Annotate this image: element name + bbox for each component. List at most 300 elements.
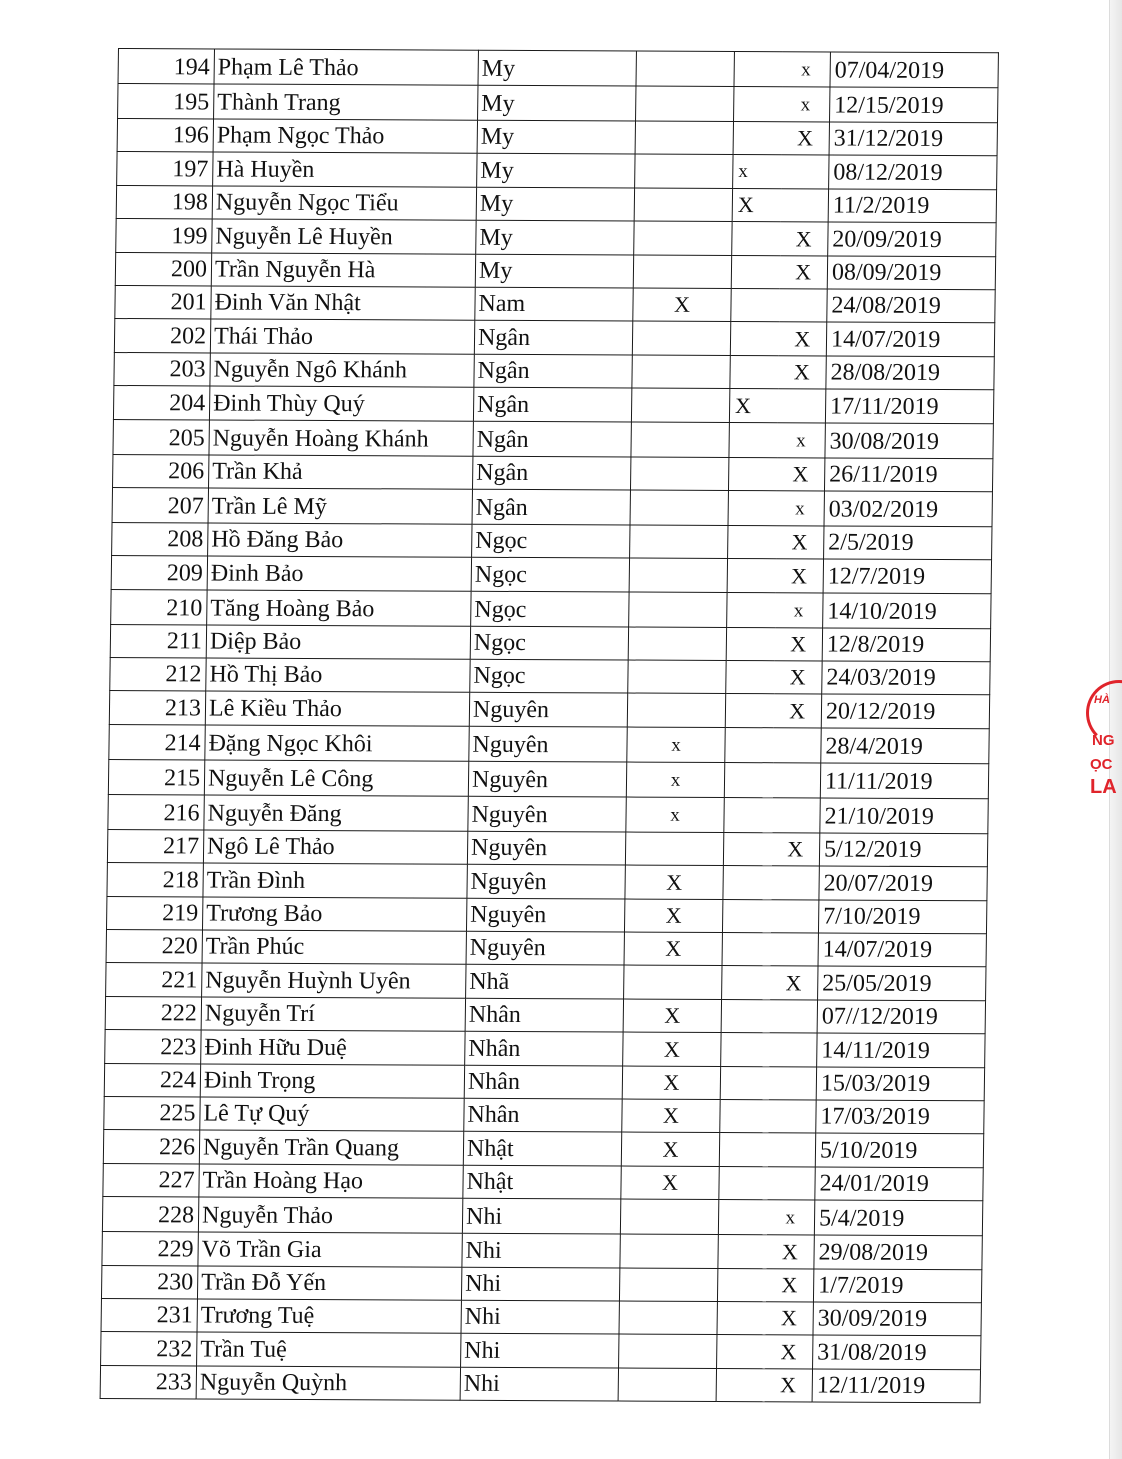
mark-col-1-cell [628,660,726,694]
table-row [105,1030,985,1068]
class-name-cell [465,998,623,1032]
mark-col-2-cell [724,797,772,832]
row-number: 215 [163,765,201,792]
class-name: Nhân [467,1068,521,1096]
row-number-cell [114,319,210,353]
mark-col-1-cell [630,457,728,491]
mark-col-2-cell [727,559,775,593]
student-name-cell [204,760,468,796]
table-row [108,794,988,833]
mark-col-2-cell [728,525,776,559]
mark-col-3-cell [770,966,818,1000]
mark-col-2-cell [722,899,770,933]
student-name: Phạm Ngọc Thảo [216,122,385,150]
mark-col-1-cell [621,1132,719,1166]
birth-date-cell [824,491,992,527]
student-name: Trương Tuệ [200,1302,315,1330]
birth-date-cell [814,1235,982,1269]
mark-col-3: x [801,59,811,81]
mark-col-3: x [795,498,805,520]
student-name-cell [202,963,466,998]
mark-col-2-cell [719,1166,767,1200]
mark-col-3: x [796,429,806,451]
birth-date: 12/15/2019 [834,92,944,120]
student-name-cell [208,523,472,558]
mark-col-3-cell [766,1235,814,1269]
birth-date: 14/07/2019 [830,326,941,353]
birth-date: 5/10/2019 [819,1137,918,1164]
mark-col-1: x [670,804,680,826]
student-name-cell [201,1030,465,1065]
student-name-cell [209,386,473,421]
class-name-cell [476,187,634,221]
mark-col-3-cell [782,87,830,122]
student-name: Nguyễn Lê Công [207,765,374,793]
birth-date: 07//12/2019 [821,1003,939,1031]
row-number: 194 [173,54,210,81]
birth-date-cell [821,728,989,764]
mark-col-3-cell [782,52,830,87]
mark-col-1-cell [629,592,727,627]
class-name: Nam [478,291,526,318]
mark-col-1: X [666,869,683,895]
student-name: Nguyễn Trí [204,1000,316,1028]
student-name-cell [212,186,476,221]
row-number: 218 [162,866,199,894]
class-name: Ngọc [474,561,527,588]
mark-col-1-cell [628,627,726,661]
student-name-cell [198,1197,462,1233]
birth-date: 20/09/2019 [832,226,942,253]
class-name: Nhi [465,1203,503,1231]
row-number-cell [104,1063,200,1097]
class-name: My [481,55,516,82]
class-name-cell [464,1065,622,1099]
row-number-cell [100,1365,196,1399]
row-number-cell [101,1332,197,1366]
student-name-cell [202,930,466,965]
row-number-cell [106,963,202,997]
birth-date-cell [829,155,997,189]
row-number-cell [101,1265,197,1299]
student-name-cell [206,658,470,693]
class-name: Nguyên [472,731,549,759]
mark-col-3-cell [768,1066,816,1100]
row-number: 220 [161,933,198,960]
birth-date: 21/10/2019 [824,803,935,830]
mark-col-2-cell [731,255,779,289]
class-name: Nhi [465,1270,502,1297]
mark-col-1-cell [631,388,729,422]
row-number-cell [103,1130,199,1164]
birth-date: 28/08/2019 [830,359,941,387]
student-name-cell [197,1299,461,1334]
student-name: Trần Phúc [205,933,305,961]
class-name-cell [467,831,625,865]
student-name: Trần Tuệ [200,1336,287,1363]
student-name: Nguyễn Quỳnh [199,1369,348,1397]
birth-date-cell [825,389,993,423]
class-name: Ngân [476,459,529,486]
mark-col-3-cell [767,1133,815,1167]
table-row [111,556,991,594]
mark-col-3-cell [778,322,826,356]
mark-col-3: X [794,326,811,352]
row-number: 224 [159,1067,197,1094]
class-name: My [481,90,515,117]
student-name: Trương Bảo [206,900,323,928]
mark-col-2-cell [719,1133,767,1167]
row-number-cell [118,84,214,119]
birth-date: 28/4/2019 [825,733,924,760]
mark-col-1-cell [633,255,731,289]
mark-col-2-cell [725,727,773,762]
row-number: 204 [168,389,206,416]
birth-date: 08/09/2019 [831,259,942,286]
mark-col-1-cell [632,321,730,355]
stamp-top-text: HÀ [1094,694,1110,706]
birth-date-cell [823,593,991,629]
row-number: 228 [157,1202,195,1229]
row-number-cell [117,119,213,153]
class-name: Nguyên [469,935,546,962]
student-name-cell [205,691,469,726]
mark-col-3-cell [772,763,820,798]
mark-col-2-cell [721,1033,769,1067]
row-number: 216 [163,800,200,827]
class-name-cell [472,489,630,525]
birth-date: 29/08/2019 [818,1239,929,1266]
row-number: 202 [169,323,207,350]
birth-date-cell [823,559,991,593]
student-name: Đinh Văn Nhật [214,289,361,317]
row-number-cell [108,759,204,794]
mark-col-3-cell [781,155,829,189]
birth-date: 24/08/2019 [831,292,942,320]
birth-date-cell [815,1167,983,1201]
birth-date: 07/04/2019 [834,57,945,85]
class-name: Nhã [469,968,510,995]
student-name: Trần Đình [206,867,306,894]
row-number-cell [110,658,206,692]
mark-col-3: X [787,836,804,862]
student-name: Lê Tự Quý [203,1100,310,1128]
mark-col-3-cell [774,661,822,695]
student-list-sheet [100,48,998,1403]
mark-col-1-cell [634,188,732,222]
student-name-cell [197,1332,461,1367]
mark-col-3-cell [766,1200,814,1235]
birth-date: 12/11/2019 [816,1372,926,1400]
row-number: 197 [172,156,209,183]
mark-col-3-cell [765,1302,813,1336]
student-name: Nguyễn Huỳnh Uyên [205,967,411,995]
mark-col-2-cell [732,222,780,256]
table-row [101,1265,981,1303]
mark-col-3-cell [771,833,819,867]
mark-col-2-cell [730,355,778,389]
mark-col-2-cell [727,592,775,627]
birth-date: 15/03/2019 [820,1070,931,1098]
row-number-cell [114,352,210,386]
row-number: 232 [156,1335,193,1363]
row-number-cell [113,454,209,488]
mark-col-1-cell [623,1032,721,1066]
mark-col-3-cell [773,694,821,728]
table-row [115,252,995,290]
student-name-cell [209,419,473,455]
birth-date-cell [816,1067,984,1101]
class-name: Nguyên [471,766,549,794]
birth-date-cell [827,289,995,323]
class-name-cell [475,254,633,288]
mark-col-3-cell [777,389,825,423]
class-name: Nhi [464,1304,501,1331]
student-name-cell [201,997,465,1032]
class-name: Nhi [465,1237,502,1264]
mark-col-1: X [663,1036,680,1062]
row-number: 209 [166,559,204,587]
table-row [117,119,997,157]
mark-col-2-cell [718,1200,766,1235]
class-name-cell [468,761,626,797]
student-table [100,48,999,1403]
birth-date-cell [822,661,990,695]
birth-date-cell [813,1302,981,1336]
student-name: Tăng Hoàng Bảo [210,595,375,622]
class-name-cell [468,796,626,832]
mark-col-2-cell [722,933,770,967]
mark-col-2-cell [726,627,774,661]
birth-date: 11/2/2019 [832,192,930,220]
class-name: Nhật [466,1135,514,1162]
birth-date: 30/08/2019 [829,428,940,455]
red-seal-stamp [1082,680,1122,860]
class-name-cell [475,287,633,321]
mark-col-2-cell [734,52,782,87]
class-name-cell [463,1165,621,1199]
row-number-cell [105,1030,201,1064]
table-row [117,152,997,190]
mark-col-3: x [800,94,811,116]
mark-col-2-cell [726,661,774,695]
class-name-cell [477,120,635,154]
birth-date-cell [820,763,988,799]
mark-col-2-cell [725,694,773,728]
student-name: Ngô Lê Thảo [206,833,335,861]
table-row [106,930,986,968]
row-number-cell [110,624,206,658]
class-name: Ngọc [473,663,526,690]
student-name: Nguyễn Đăng [207,800,342,827]
mark-col-1-cell [632,355,730,389]
table-body [100,49,998,1403]
class-name-cell [461,1334,619,1368]
row-number: 210 [166,594,203,622]
table-row [109,691,989,729]
student-name-cell [208,488,472,524]
class-name-cell [465,1031,623,1065]
mark-col-1: X [673,292,691,318]
table-row [118,49,998,88]
class-name: My [480,124,515,151]
class-name-cell [466,931,624,965]
row-number: 198 [171,189,209,216]
birth-date: 2/5/2019 [828,529,914,557]
class-name: My [478,257,513,284]
class-name: Nguyên [471,801,548,829]
mark-col-1: X [665,902,682,928]
mark-col-1-cell [631,422,729,457]
mark-col-2-cell [724,762,772,797]
birth-date-cell [820,798,988,834]
mark-col-3: X [795,225,812,251]
student-name: Trần Khả [212,458,303,485]
row-number-cell [108,794,204,829]
student-name-cell [207,556,471,591]
mark-col-2-cell [717,1301,765,1335]
birth-date: 5/12/2019 [823,836,922,864]
mark-col-3: X [785,970,802,996]
birth-date-cell [817,1000,985,1034]
mark-col-3: X [781,1272,798,1298]
mark-col-1-cell [625,865,723,899]
student-name-cell [205,725,469,761]
mark-col-2: X [737,192,754,218]
student-name: Trần Hoàng Hạo [202,1167,364,1195]
mark-col-3-cell [764,1368,812,1402]
mark-col-1-cell [624,899,722,933]
row-number: 219 [162,900,199,927]
class-name: Nguyên [472,696,550,724]
row-number: 222 [160,1000,198,1027]
birth-date-cell [818,933,986,967]
mark-col-3-cell [774,627,822,661]
class-name-cell [467,865,625,899]
birth-date-cell [824,526,992,560]
row-number-cell [111,556,207,590]
mark-col-1-cell [634,221,732,255]
table-row [113,454,993,492]
class-name-cell [474,354,632,388]
class-name: Nhi [464,1337,501,1364]
row-number-cell [117,152,213,186]
birth-date: 7/10/2019 [823,903,921,931]
mark-col-3-cell [769,1033,817,1067]
table-row [114,352,994,390]
mark-col-1-cell [618,1368,716,1402]
birth-date: 14/07/2019 [822,936,933,964]
table-row [107,863,987,901]
table-row [104,1096,984,1134]
table-row [102,1197,982,1236]
mark-col-1-cell [619,1268,717,1302]
student-name-cell [213,152,477,187]
row-number: 207 [167,493,204,520]
birth-date: 20/07/2019 [823,870,934,897]
class-name-cell [478,85,636,121]
student-name: Nguyễn Trần Quang [202,1134,400,1162]
table-row [101,1298,981,1336]
mark-col-2: X [734,392,752,418]
stamp-text-line2: ỌC [1090,756,1113,773]
class-name: Ngân [475,494,528,521]
table-row [112,522,992,560]
mark-col-1-cell [625,832,723,866]
mark-col-3-cell [765,1268,813,1302]
mark-col-1: X [664,1002,681,1029]
mark-col-3-cell [781,122,829,156]
student-name: Trần Đỗ Yến [201,1269,327,1297]
birth-date-cell [813,1269,981,1303]
birth-date: 17/03/2019 [820,1103,930,1131]
row-number-cell [106,930,202,964]
mark-col-3-cell [779,255,827,289]
birth-date: 25/05/2019 [822,970,932,997]
table-row [102,1232,982,1270]
mark-col-2-cell [717,1335,765,1369]
mark-col-3: X [781,1238,798,1264]
student-name: Nguyễn Thảo [201,1202,334,1230]
class-name-cell [466,965,624,999]
class-name: Nhi [463,1370,500,1398]
student-name-cell [198,1232,462,1267]
row-number: 196 [172,122,209,149]
mark-col-2-cell [722,966,770,1000]
mark-col-1-cell [630,490,728,525]
birth-date-cell [829,122,997,156]
class-name-cell [473,387,631,421]
student-name-cell [210,353,474,388]
row-number-cell [105,996,201,1030]
row-number: 212 [165,661,202,688]
student-name-cell [202,897,466,932]
mark-col-3-cell [772,798,820,833]
mark-col-1-cell [620,1199,718,1234]
mark-col-2: x [738,160,748,182]
mark-col-3-cell [773,728,821,763]
birth-date-cell [828,189,996,223]
birth-date-cell [819,866,987,900]
mark-col-1: X [665,936,682,962]
mark-col-3: x [793,600,804,622]
mark-col-3: X [790,631,807,657]
row-number: 201 [170,289,207,316]
mark-col-3-cell [776,457,824,491]
mark-col-3: X [795,259,812,285]
student-name-cell [211,286,475,321]
mark-col-3: X [792,461,809,487]
row-number-cell [107,863,203,897]
table-row [110,624,990,662]
student-name: Thành Trang [217,89,341,117]
class-name-cell [477,154,635,188]
student-name: Trần Nguyễn Hà [214,256,376,284]
mark-col-1-cell [636,51,734,86]
class-name-cell [461,1267,619,1301]
mark-col-2-cell [721,999,769,1033]
birth-date-cell [813,1335,981,1369]
row-number: 203 [169,356,206,383]
row-number-cell [104,1096,200,1130]
student-name: Nguyễn Lê Huyền [215,223,393,250]
mark-col-3-cell [767,1166,815,1200]
birth-date: 31/08/2019 [817,1339,927,1366]
student-name: Hồ Đăng Bảo [211,526,344,554]
mark-col-3: X [780,1305,798,1331]
mark-col-3-cell [778,355,826,389]
class-name: Nhật [466,1168,514,1196]
